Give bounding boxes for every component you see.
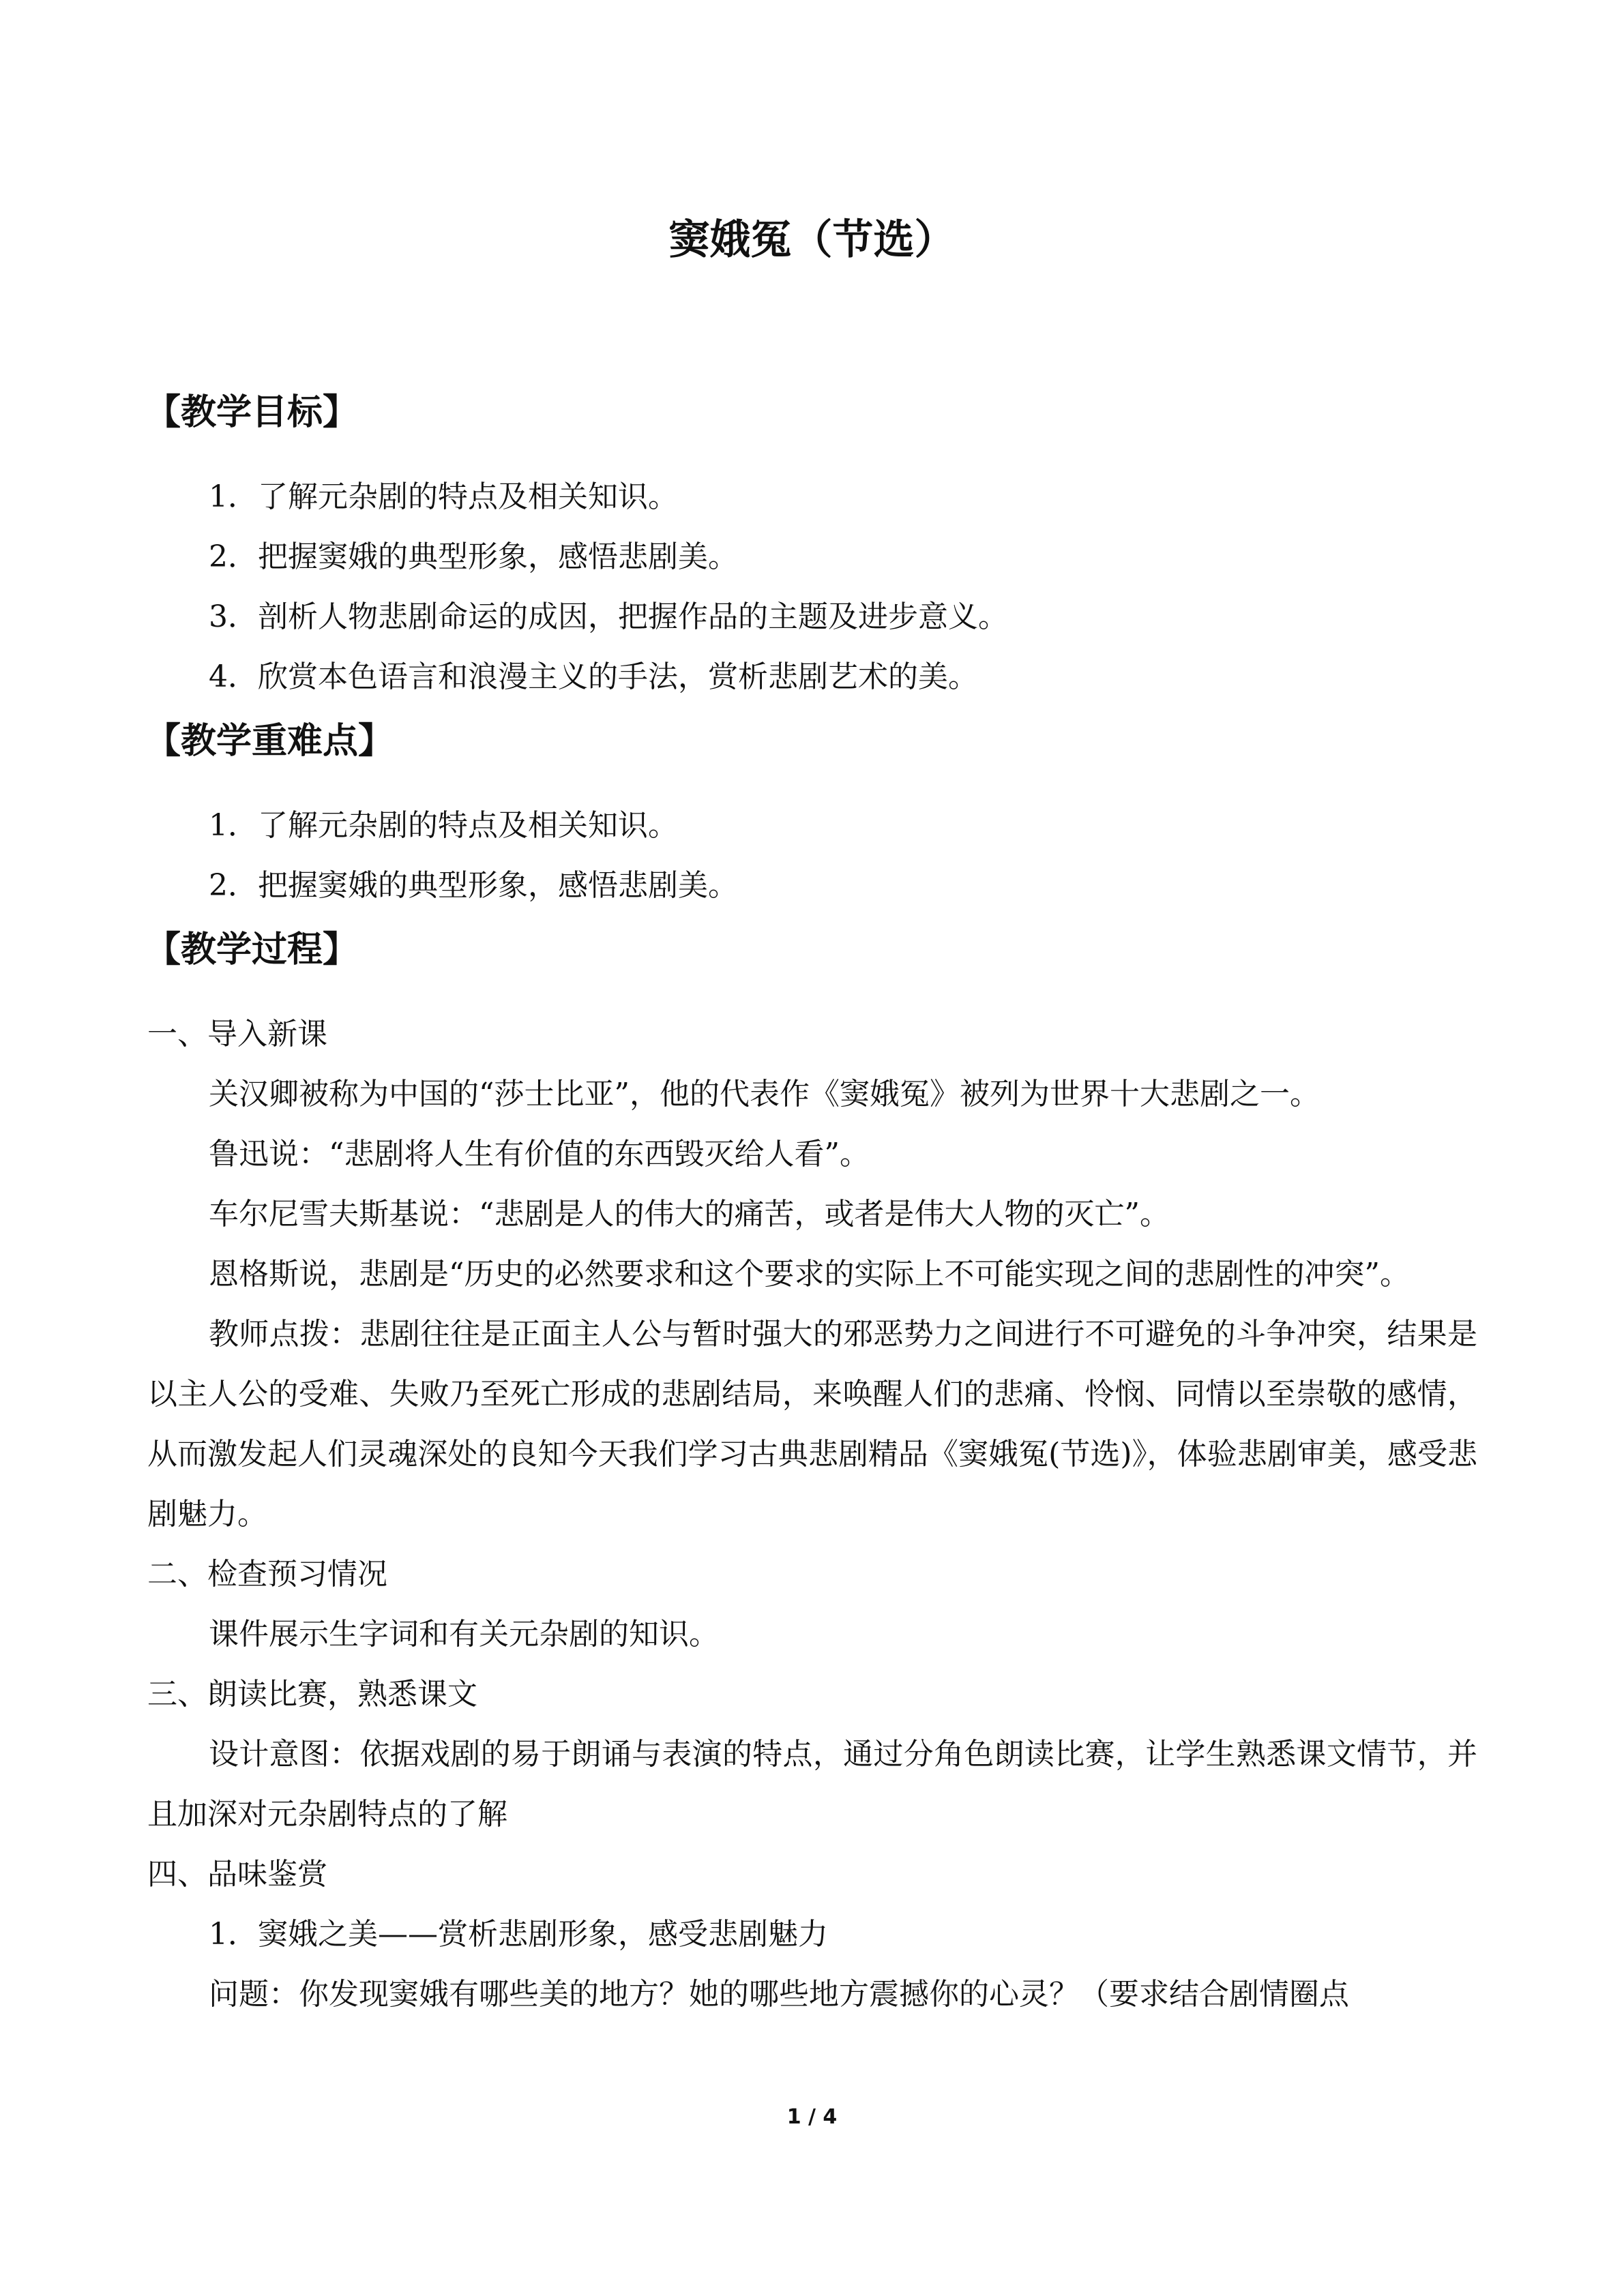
paragraph: 关汉卿被称为中国的“莎士比亚”，他的代表作《窦娥冤》被列为世界十大悲剧之一。: [209, 1077, 1320, 1112]
section-heading-key-points: 【教学重难点】: [145, 721, 394, 762]
process-part-title: 一、导入新课: [147, 1017, 327, 1052]
process-part-title: 四、品味鉴赏: [147, 1857, 327, 1892]
paragraph: 课件展示生字词和有关元杂剧的知识。: [209, 1617, 719, 1652]
objective-item: 1．了解元杂剧的特点及相关知识。: [209, 479, 678, 514]
document-title: 窦娥冤（节选）: [668, 216, 956, 264]
section-heading-objectives: 【教学目标】: [145, 392, 359, 433]
paragraph: 恩格斯说，悲剧是“历史的必然要求和这个要求的实际上不可能实现之间的悲剧性的冲突”。: [209, 1257, 1410, 1292]
paragraph: 鲁迅说：“悲剧将人生有价值的东西毁灭给人看”。: [209, 1137, 870, 1172]
paragraph: 设计意图：依据戏剧的易于朗诵与表演的特点，通过分角色朗读比赛，让学生熟悉课文情节，并且加深对元杂剧特点的了解: [147, 1737, 1477, 1832]
objective-item: 2．把握窦娥的典型形象，感悟悲剧美。: [209, 539, 738, 574]
paragraph: 车尔尼雪夫斯基说：“悲剧是人的伟大的痛苦，或者是伟大人物的灭亡”。: [209, 1197, 1170, 1232]
paragraph: 教师点拨：悲剧往往是正面主人公与暂时强大的邪恶势力之间进行不可避免的斗争冲突，结果是以主人公的受难、失败乃至死亡形成的悲剧结局，来唤醒人们的悲痛、怜悯、同情以至崇敬的感情，从而激发起人们灵魂深处的良知今天我们学习古典悲剧精品《窦娥冤(节选)》，体验悲剧审美，感受悲剧魅力。: [147, 1317, 1477, 1532]
objective-item: 4．欣赏本色语言和浪漫主义的手法，赏析悲剧艺术的美。: [209, 659, 978, 694]
key-point-item: 2．把握窦娥的典型形象，感悟悲剧美。: [209, 868, 738, 903]
objective-item: 3．剖析人物悲剧命运的成因，把握作品的主题及进步意义。: [209, 599, 1008, 634]
process-subpoint: 1．窦娥之美——赏析悲剧形象，感受悲剧魅力: [209, 1917, 828, 1952]
page-indicator: 1 / 4: [786, 2105, 838, 2129]
paragraph: 问题：你发现窦娥有哪些美的地方？她的哪些地方震撼你的心灵？（要求结合剧情圈点: [209, 1977, 1349, 2012]
key-point-item: 1．了解元杂剧的特点及相关知识。: [209, 808, 678, 843]
process-part-title: 三、朗读比赛，熟悉课文: [147, 1677, 477, 1712]
section-heading-process: 【教学过程】: [145, 929, 359, 970]
process-part-title: 二、检查预习情况: [147, 1557, 387, 1592]
document-body: [147, 378, 1477, 2025]
